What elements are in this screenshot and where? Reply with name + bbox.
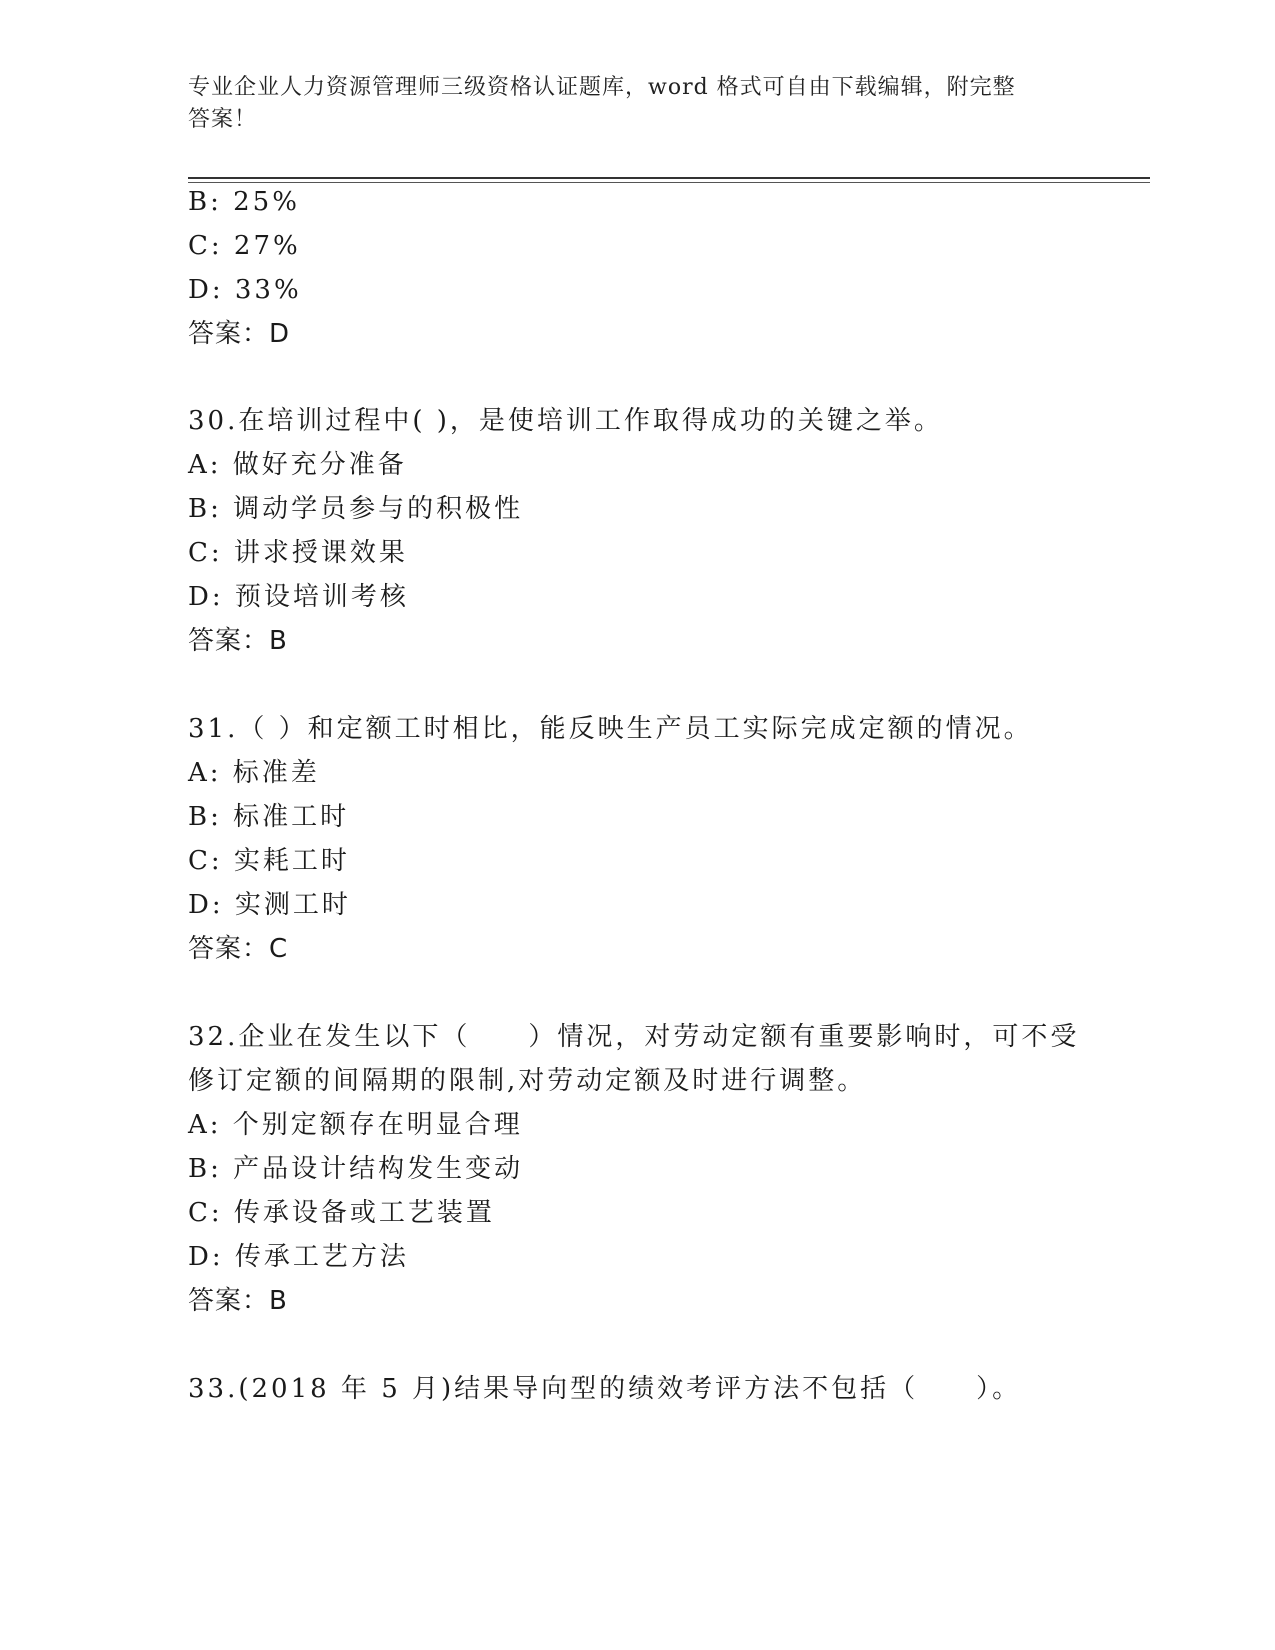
q31-option-a: A: 标准差 [188,758,320,788]
header-divider-thick [188,177,1150,179]
q31-answer: 答案：C [188,934,289,964]
q32-stem-line-2: 修订定额的间隔期的限制,对劳动定额及时进行调整。 [188,1066,867,1096]
q30-option-b: B: 调动学员参与的积极性 [188,494,524,524]
q30-option-a: A: 做好充分准备 [188,450,407,480]
q32-option-a: A: 个别定额存在明显合理 [188,1110,523,1140]
q30-option-d: D: 预设培训考核 [188,582,409,612]
q33-stem: 33.(2018 年 5 月)结果导向型的绩效考评方法不包括（ ）。 [188,1374,1022,1404]
page-header [188,72,1088,136]
q29-option-c: C: 27% [188,231,301,261]
q30-stem: 30.在培训过程中( )，是使培训工作取得成功的关键之举。 [188,406,943,436]
q29-option-b: B: 25% [188,187,300,217]
q30-option-c: C: 讲求授课效果 [188,538,408,568]
q29-answer: 答案：D [188,319,291,349]
q32-option-c: C: 传承设备或工艺装置 [188,1198,495,1228]
q31-option-d: D: 实测工时 [188,890,351,920]
q31-stem: 31.（ ）和定额工时相比，能反映生产员工实际完成定额的情况。 [188,714,1033,744]
header-divider-thin [188,182,1150,183]
q32-stem-line-1: 32.企业在发生以下（ ）情况，对劳动定额有重要影响时，可不受 [188,1022,1080,1052]
q32-answer: 答案：B [188,1286,288,1316]
q29-option-d: D: 33% [188,275,302,305]
q31-option-c: C: 实耗工时 [188,846,350,876]
header-line-1: 专业企业人力资源管理师三级资格认证题库，word 格式可自由下载编辑，附完整 [188,75,1016,100]
header-line-2: 答案！ [188,107,258,132]
q30-answer: 答案：B [188,626,288,656]
q32-option-b: B: 产品设计结构发生变动 [188,1154,524,1184]
q32-option-d: D: 传承工艺方法 [188,1242,409,1272]
q31-option-b: B: 标准工时 [188,802,350,832]
